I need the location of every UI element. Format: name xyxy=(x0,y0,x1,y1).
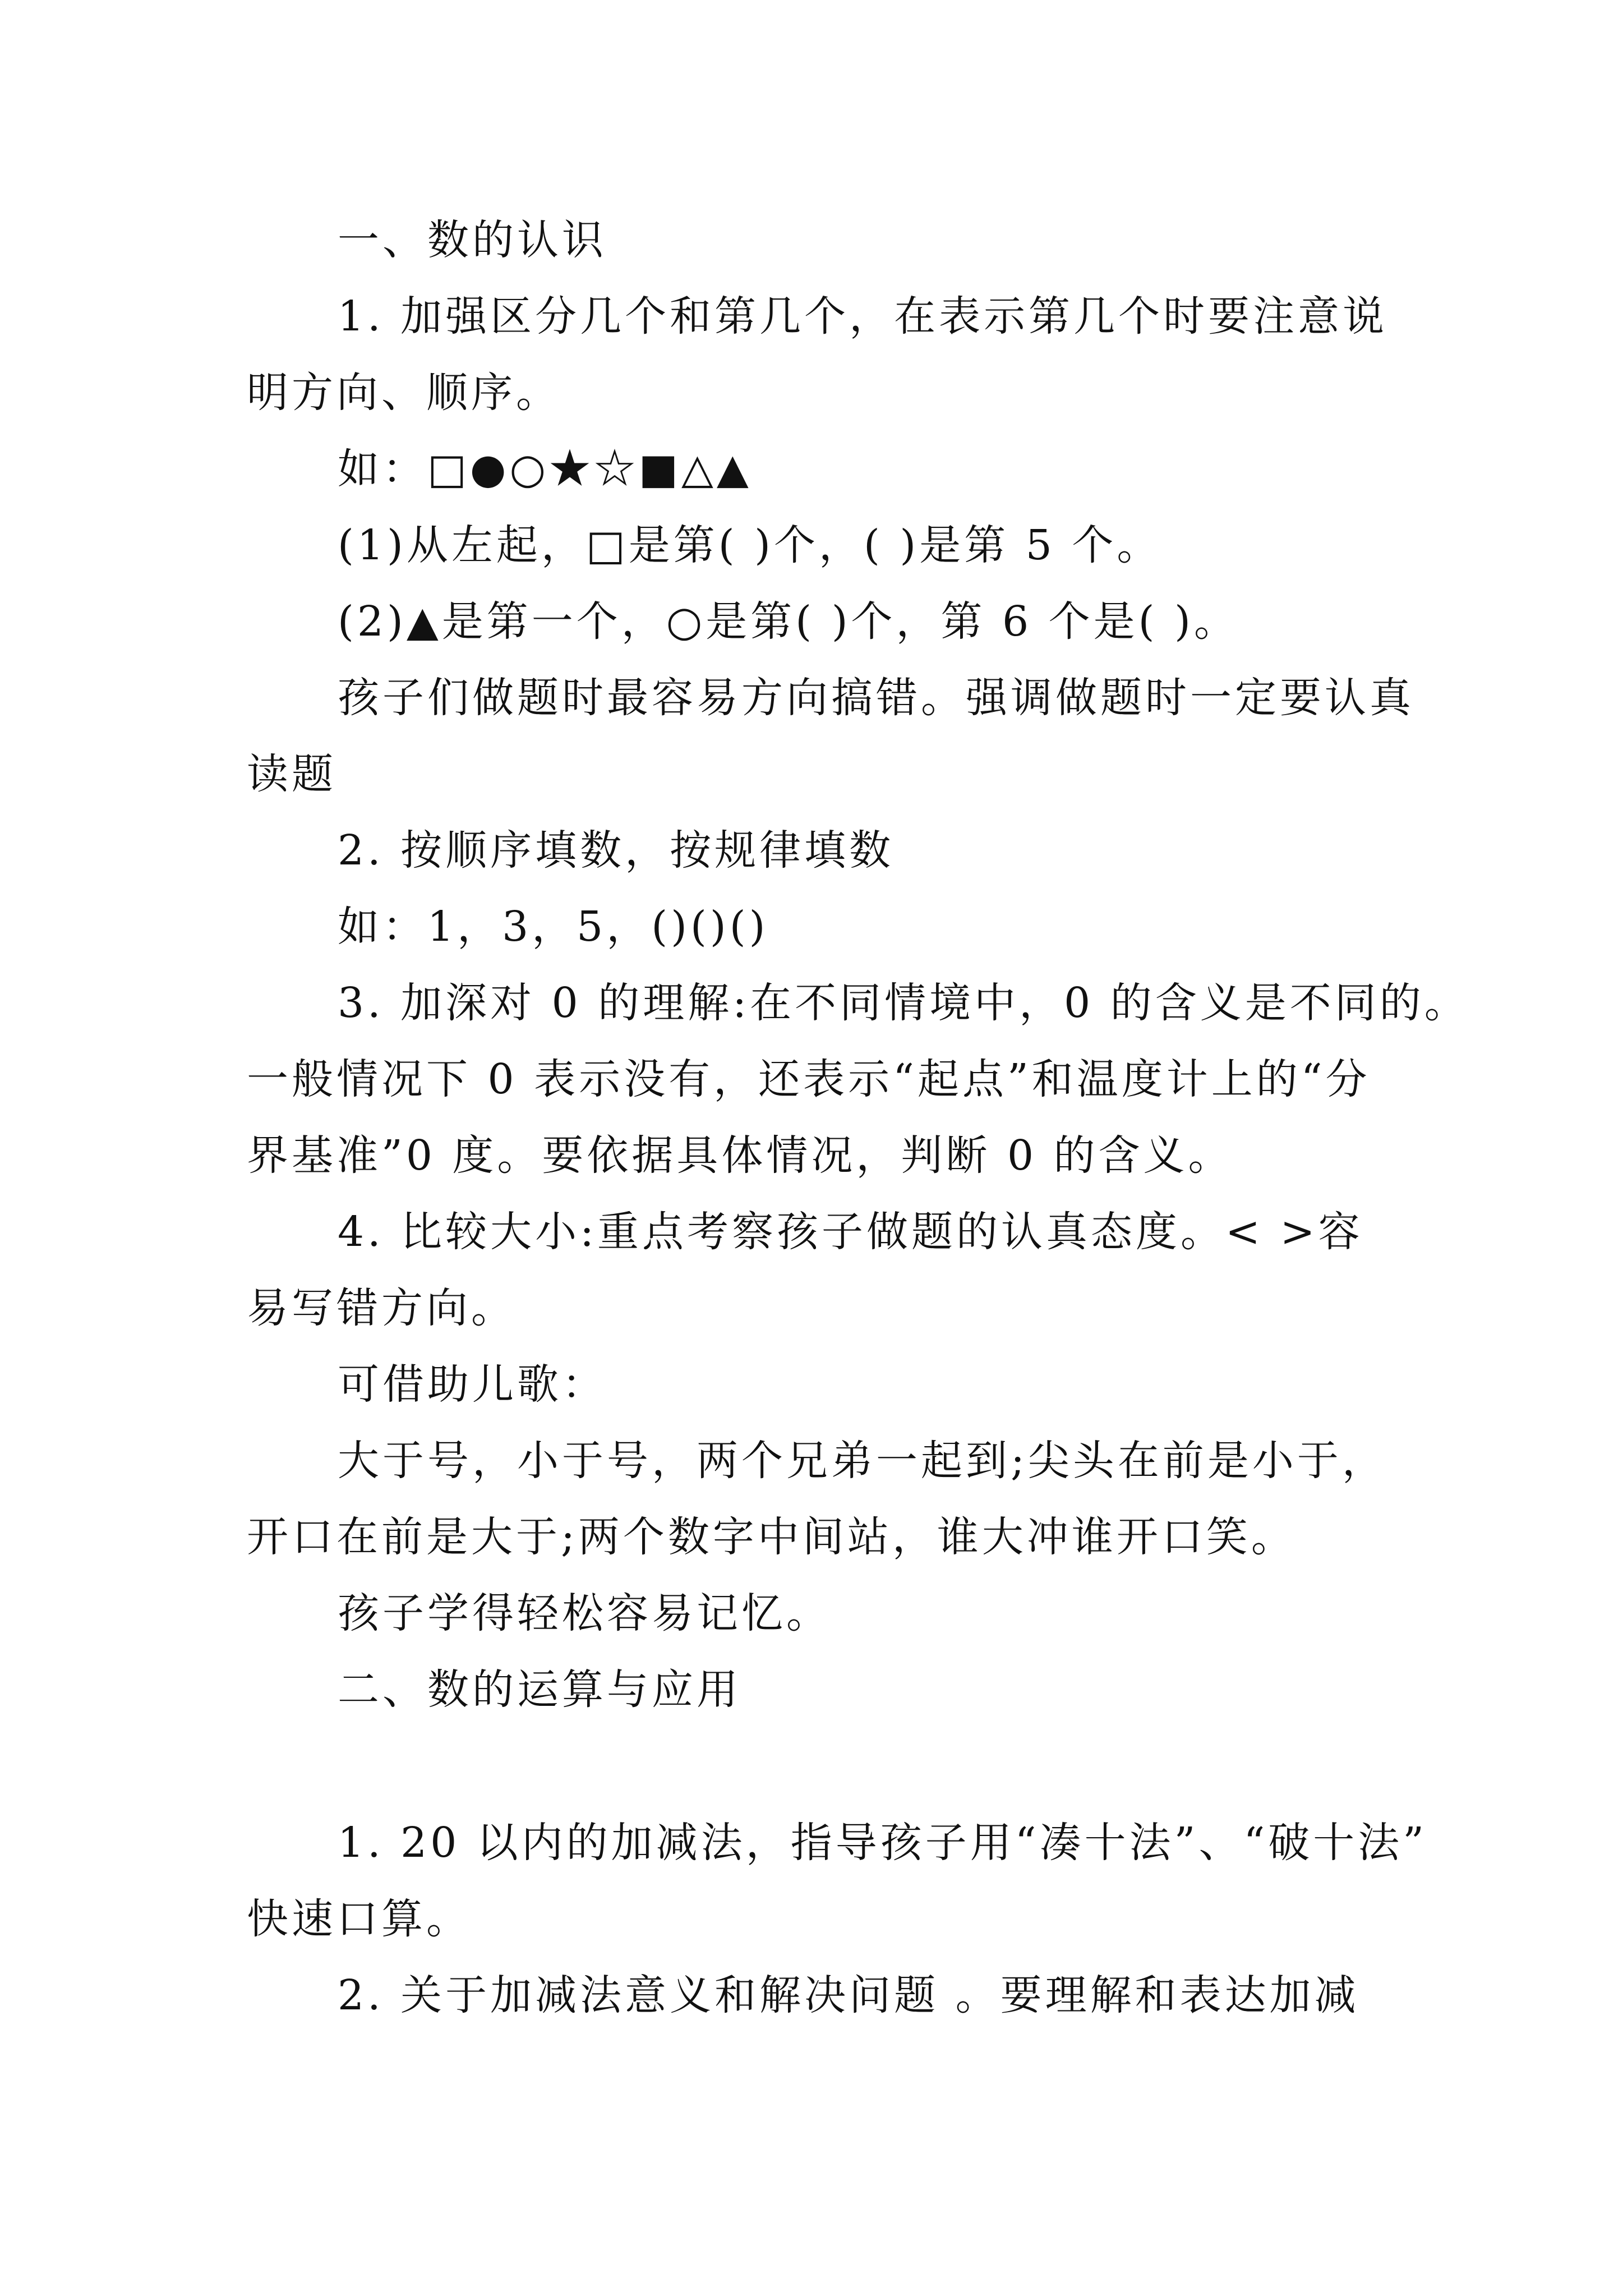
paragraph-line: 可借助儿歌： xyxy=(338,1360,607,1409)
question-line: (2)▲是第一个，○是第( )个，第 6 个是( )。 xyxy=(338,597,1239,646)
paragraph-line: 界基准”0 度。要依据具体情况，判断 0 的含义。 xyxy=(247,1131,1233,1180)
paragraph-line: 2. 按顺序填数，按规律填数 xyxy=(338,826,895,875)
paragraph-line: 一般情况下 0 表示没有，还表示“起点”和温度计上的“分 xyxy=(247,1055,1371,1103)
example-shapes: 如：□●○★☆■△▲ xyxy=(338,445,752,493)
section-heading-operations: 二、数的运算与应用 xyxy=(338,1665,741,1714)
paragraph-line: 1. 加强区分几个和第几个，在表示第几个时要注意说 xyxy=(338,292,1388,341)
paragraph-line: 读题 xyxy=(247,750,336,798)
rhyme-line: 开口在前是大于;两个数字中间站，谁大冲谁开口笑。 xyxy=(247,1513,1296,1561)
example-sequence: 如：1，3，5，()()() xyxy=(338,903,769,951)
paragraph-line: 2. 关于加减法意义和解决问题 。要理解和表达加减 xyxy=(338,1971,1359,2019)
paragraph-line: 3. 加深对 0 的理解:在不同情境中，0 的含义是不同的。 xyxy=(338,979,1469,1027)
paragraph-line: 易写错方向。 xyxy=(247,1284,516,1332)
question-line: (1)从左起，□是第( )个，( )是第 5 个。 xyxy=(338,521,1162,569)
paragraph-line: 孩子学得轻松容易记忆。 xyxy=(338,1589,831,1637)
paragraph-line: 4. 比较大小:重点考察孩子做题的认真态度。< >容 xyxy=(338,1208,1363,1256)
rhyme-line: 大于号，小于号，两个兄弟一起到;尖头在前是小于， xyxy=(338,1437,1387,1485)
paragraph-line: 1. 20 以内的加减法，指导孩子用“凑十法”、“破十法” xyxy=(338,1819,1428,1867)
paragraph-line: 明方向、顺序。 xyxy=(247,369,561,417)
paragraph-line: 孩子们做题时最容易方向搞错。强调做题时一定要认真 xyxy=(338,674,1414,722)
section-heading-number-recognition: 一、数的认识 xyxy=(338,216,607,264)
paragraph-line: 快速口算。 xyxy=(247,1895,471,1943)
